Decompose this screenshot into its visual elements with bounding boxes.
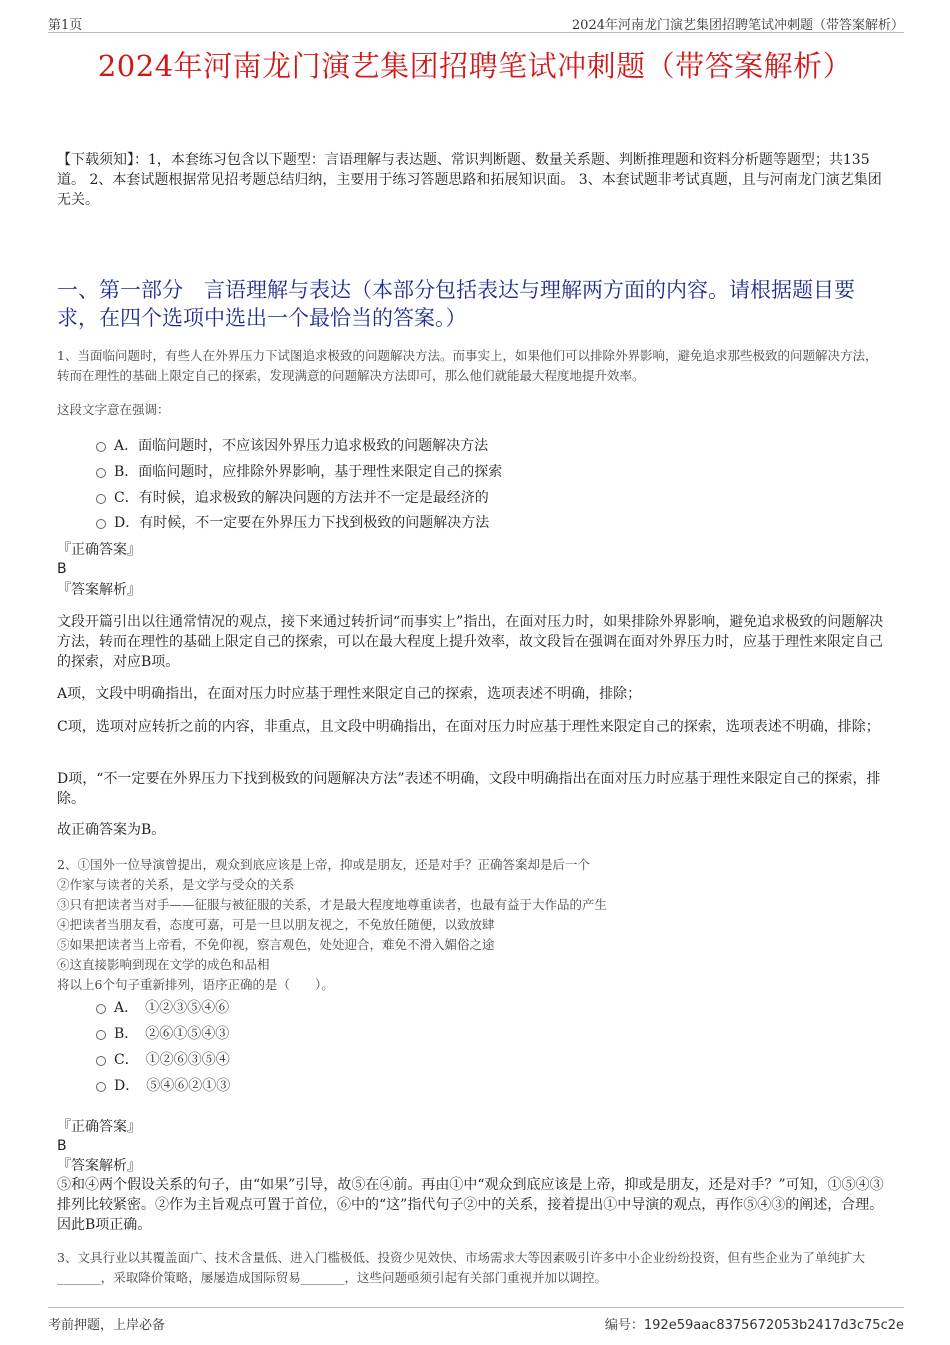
- q2-line: ⑥这直接影响到现在文学的成色和品相: [57, 957, 270, 972]
- q1-analysis-a: A项，文段中明确指出，在面对压力时应基于理性来限定自己的探索，选项表述不明确，排除；: [57, 686, 642, 702]
- footer-slogan: 考前押题，上岸必备: [48, 1318, 166, 1333]
- radio-icon[interactable]: [96, 1004, 106, 1014]
- q1-option-c[interactable]: C．有时候，追求极致的解决问题的方法并不一定是最经济的: [96, 487, 489, 509]
- footer-code-label: 编号：: [604, 1318, 644, 1333]
- radio-icon[interactable]: [96, 519, 106, 529]
- radio-icon[interactable]: [96, 468, 106, 478]
- radio-icon[interactable]: [96, 442, 106, 452]
- radio-icon[interactable]: [96, 1082, 106, 1092]
- radio-icon[interactable]: [96, 1056, 106, 1066]
- q2-option-a[interactable]: A． ①②③⑤④⑥: [96, 997, 229, 1019]
- q2-line: 2、①国外一位导演曾提出，观众到底应该是上帝，抑或是朋友，还是对手？正确答案却是后一个: [57, 857, 590, 872]
- page-number: 第1页: [48, 18, 83, 33]
- q2-prompt: 将以上6个句子重新排列，语序正确的是（ ）。: [57, 977, 334, 992]
- footer-code-value: 192e59aac8375672053b2417d3c75c2e: [643, 1318, 904, 1333]
- q2-answer: B: [57, 1138, 67, 1154]
- q1-analysis-d: D项，“不一定要在外界压力下找到极致的问题解决方法”表述不明确，文段中明确指出在面对压力时应基于理性来限定自己的探索，排除。: [57, 771, 881, 807]
- q2-line: ⑤如果把读者当上帝看，不免仰视，察言观色，处处迎合，难免不滑入媚俗之途: [57, 937, 495, 952]
- footer-code: [605, 1314, 904, 1333]
- radio-icon[interactable]: [96, 1030, 106, 1040]
- q1-conclusion: 故正确答案为B。: [57, 822, 166, 838]
- question-3-text: 3、文具行业以其覆盖面广、技术含量低、进入门槛极低、投资少见效快、市场需求大等因素吸引许多中小企业纷纷投资，但有些企业为了单纯扩大_______，采取降价策略，屡屡造成国际贸易_______，这些问题亟须引起有关部门重视并加以调控。: [57, 1250, 865, 1285]
- q1-option-b[interactable]: B．面临问题时，应排除外界影响，基于理性来限定自己的探索: [96, 461, 502, 483]
- q1-correct-label: 『正确答案』: [57, 542, 141, 558]
- question-2-text: [57, 855, 889, 995]
- page-title: 2024年河南龙门演艺集团招聘笔试冲刺题（带答案解析）: [97, 49, 853, 83]
- question-1-prompt: 这段文字意在强调：: [57, 402, 170, 417]
- q2-analysis-label: 『答案解析』: [57, 1158, 141, 1174]
- question-1-text: 1、当面临问题时，有些人在外界压力下试图追求极致的问题解决方法。而事实上，如果他们可以排除外界影响，避免追求那些极致的问题解决方法，转而在理性的基础上限定自己的探索，发现满意的问题解决方法即可，那么他们就能最大程度地提升效率。: [57, 348, 878, 383]
- q2-line: ③只有把读者当对手——征服与被征服的关系，才是最大程度地尊重读者，也最有益于大作品的产生: [57, 897, 608, 912]
- q1-answer: B: [57, 561, 67, 577]
- radio-icon[interactable]: [96, 494, 106, 504]
- q2-correct-label: 『正确答案』: [57, 1119, 141, 1135]
- section-heading: 一、第一部分 言语理解与表达（本部分包括表达与理解两方面的内容。请根据题目要求，在四个选项中选出一个最恰当的答案。）: [57, 278, 855, 330]
- q2-option-c[interactable]: C． ①②⑥③⑤④: [96, 1049, 230, 1071]
- page-header: [48, 10, 904, 33]
- q2-analysis: ⑤和④两个假设关系的句子，由“如果”引导，故⑤在④前。再由①中“观众到底应该是上帝，抑或是朋友，还是对手？”可知，①⑤④③排列比较紧密。②作为主旨观点可置于首位，⑥中的“这”指代句子②中的关系，接着提出①中导演的观点，再作⑤④③的阐述，合理。因此B项正确。: [57, 1177, 884, 1233]
- q2-option-b[interactable]: B． ②⑥①⑤④③: [96, 1023, 229, 1045]
- page-footer: [48, 1307, 904, 1334]
- q2-line: ④把读者当朋友看，态度可嘉，可是一旦以朋友视之，不免放任随便，以致放肆: [57, 917, 495, 932]
- q1-option-d[interactable]: D．有时候，不一定要在外界压力下找到极致的问题解决方法: [96, 512, 489, 534]
- download-notice: 【下载须知】：1，本套练习包含以下题型：言语理解与表达题、常识判断题、数量关系题、判断推理题和资料分析题等题型；共135道。 2、本套试题根据常见招考题总结归纳，主要用于练习答题思路和拓展知识面。 3、本套试题非考试真题，且与河南龙门演艺集团无关。: [57, 152, 882, 208]
- q1-analysis-main: 文段开篇引出以往通常情况的观点，接下来通过转折词“而事实上”指出，在面对压力时，如果排除外界影响，避免追求极致的问题解决方法，转而在理性的基础上限定自己的探索，可以在最大程度上提升效率，故文段旨在强调在面对外界压力时，应基于理性来限定自己的探索，对应B项。: [57, 614, 884, 670]
- q1-analysis-c: C项，选项对应转折之前的内容，非重点，且文段中明确指出，在面对压力时应基于理性来限定自己的探索，选项表述不明确，排除；: [57, 719, 880, 735]
- q1-analysis-label: 『答案解析』: [57, 582, 141, 598]
- q2-line: ②作家与读者的关系，是文学与受众的关系: [57, 877, 295, 892]
- header-doc-title: 2024年河南龙门演艺集团招聘笔试冲刺题（带答案解析）: [571, 18, 904, 33]
- q2-option-d[interactable]: D． ⑤④⑥②①③: [96, 1075, 230, 1097]
- q1-option-a[interactable]: A．面临问题时，不应该因外界压力追求极致的问题解决方法: [96, 435, 488, 457]
